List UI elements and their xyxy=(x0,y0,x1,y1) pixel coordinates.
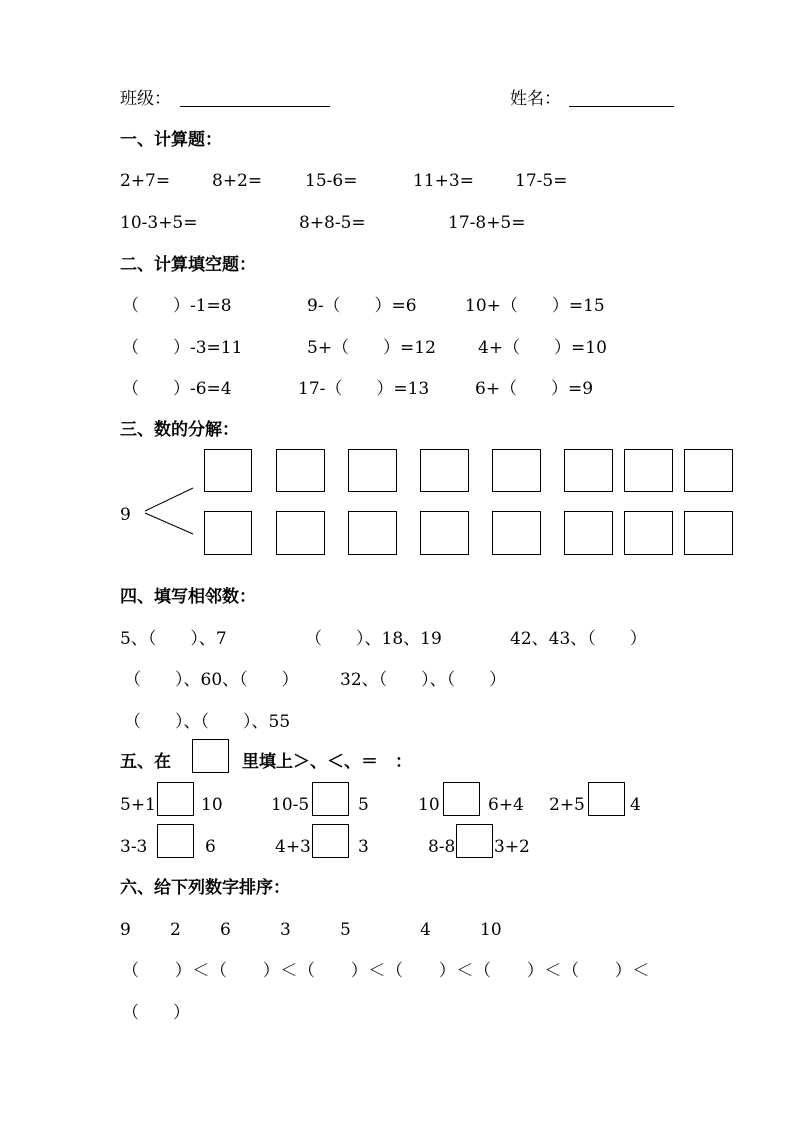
compare-expr: 2+5 xyxy=(549,795,585,815)
section-2-title: 二、计算填空题： xyxy=(120,255,256,275)
neighbor-problem: 32、（ ）、（ ） xyxy=(340,670,507,690)
fill-problem: 5+（ ）=12 xyxy=(307,338,436,358)
sort-order-last: （ ） xyxy=(122,1003,190,1023)
answer-box[interactable] xyxy=(348,449,397,492)
name-label: 姓名： xyxy=(510,89,561,109)
problem: 17-5= xyxy=(515,171,568,191)
problem: 17-8+5= xyxy=(448,213,526,233)
symbol-box-example xyxy=(192,739,229,773)
answer-box[interactable] xyxy=(276,511,325,555)
compare-expr: 3-3 xyxy=(120,837,148,857)
compare-box[interactable] xyxy=(443,782,480,816)
answer-box[interactable] xyxy=(492,449,541,492)
sort-number: 2 xyxy=(170,920,181,940)
section-4-title: 四、填写相邻数： xyxy=(120,587,256,607)
problem: 15-6= xyxy=(305,171,358,191)
problem: 2+7= xyxy=(120,171,171,191)
answer-box[interactable] xyxy=(564,511,613,555)
compare-expr: 3 xyxy=(358,837,369,857)
problem: 8+2= xyxy=(212,171,263,191)
sort-number: 9 xyxy=(120,920,131,940)
fill-problem: （ ）-6=4 xyxy=(122,379,232,399)
compare-box[interactable] xyxy=(312,782,349,816)
fill-problem: 4+（ ）=10 xyxy=(478,338,607,358)
section-5-title-rest: 里填上＞、＜、＝ ： xyxy=(242,752,412,772)
answer-box[interactable] xyxy=(204,449,252,492)
answer-box[interactable] xyxy=(624,511,673,555)
answer-box[interactable] xyxy=(276,449,325,492)
sort-number: 10 xyxy=(480,920,502,940)
sort-order-line: （ ）＜（ ）＜（ ）＜（ ）＜（ ）＜（ ）＜ xyxy=(122,961,650,981)
neighbor-problem: 42、43、（ ） xyxy=(510,629,647,649)
compare-expr: 3+2 xyxy=(494,837,530,857)
answer-box[interactable] xyxy=(564,449,613,492)
compare-expr: 10-5 xyxy=(271,795,310,815)
fill-problem: （ ）-1=8 xyxy=(122,296,232,316)
problem: 11+3= xyxy=(413,171,474,191)
sort-number: 4 xyxy=(420,920,431,940)
sort-number: 3 xyxy=(280,920,291,940)
section-3-title: 三、数的分解： xyxy=(120,420,239,440)
answer-box[interactable] xyxy=(420,511,469,555)
answer-box[interactable] xyxy=(420,449,469,492)
compare-expr: 5+1 xyxy=(120,795,156,815)
compare-box[interactable] xyxy=(312,824,349,858)
compare-expr: 8-8 xyxy=(428,837,456,857)
compare-expr: 4 xyxy=(630,795,641,815)
compare-expr: 10 xyxy=(418,795,440,815)
fill-problem: 17-（ ）=13 xyxy=(298,379,430,399)
compare-box[interactable] xyxy=(157,824,194,858)
answer-box[interactable] xyxy=(684,511,733,555)
fill-problem: 6+（ ）=9 xyxy=(475,379,594,399)
answer-box[interactable] xyxy=(492,511,541,555)
sort-number: 5 xyxy=(340,920,351,940)
decompose-number: 9 xyxy=(120,505,131,525)
class-label: 班级： xyxy=(120,89,171,109)
fill-problem: 10+（ ）=15 xyxy=(465,296,605,316)
answer-box[interactable] xyxy=(204,511,252,555)
compare-box[interactable] xyxy=(157,782,194,816)
neighbor-problem: （ ）、（ ）、55 xyxy=(124,712,291,732)
compare-expr: 4+3 xyxy=(275,837,311,857)
sort-number: 6 xyxy=(220,920,231,940)
neighbor-problem: （ ）、18、19 xyxy=(305,629,442,649)
fill-problem: （ ）-3=11 xyxy=(122,338,243,358)
compare-expr: 10 xyxy=(201,795,223,815)
compare-expr: 6 xyxy=(205,837,216,857)
answer-box[interactable] xyxy=(684,449,733,492)
section-1-title: 一、计算题： xyxy=(120,130,222,150)
answer-box[interactable] xyxy=(348,511,397,555)
neighbor-problem: （ ）、60、（ ） xyxy=(124,670,299,690)
compare-expr: 5 xyxy=(358,795,369,815)
section-6-title: 六、给下列数字排序： xyxy=(120,878,290,898)
fill-problem: 9-（ ）=6 xyxy=(307,296,417,316)
compare-expr: 6+4 xyxy=(488,795,524,815)
section-5-title: 五、在 xyxy=(120,752,171,772)
answer-box[interactable] xyxy=(624,449,673,492)
neighbor-problem: 5、（ ）、7 xyxy=(120,629,227,649)
compare-box[interactable] xyxy=(588,782,625,816)
problem: 10-3+5= xyxy=(120,213,198,233)
problem: 8+8-5= xyxy=(299,213,366,233)
compare-box[interactable] xyxy=(456,824,493,858)
